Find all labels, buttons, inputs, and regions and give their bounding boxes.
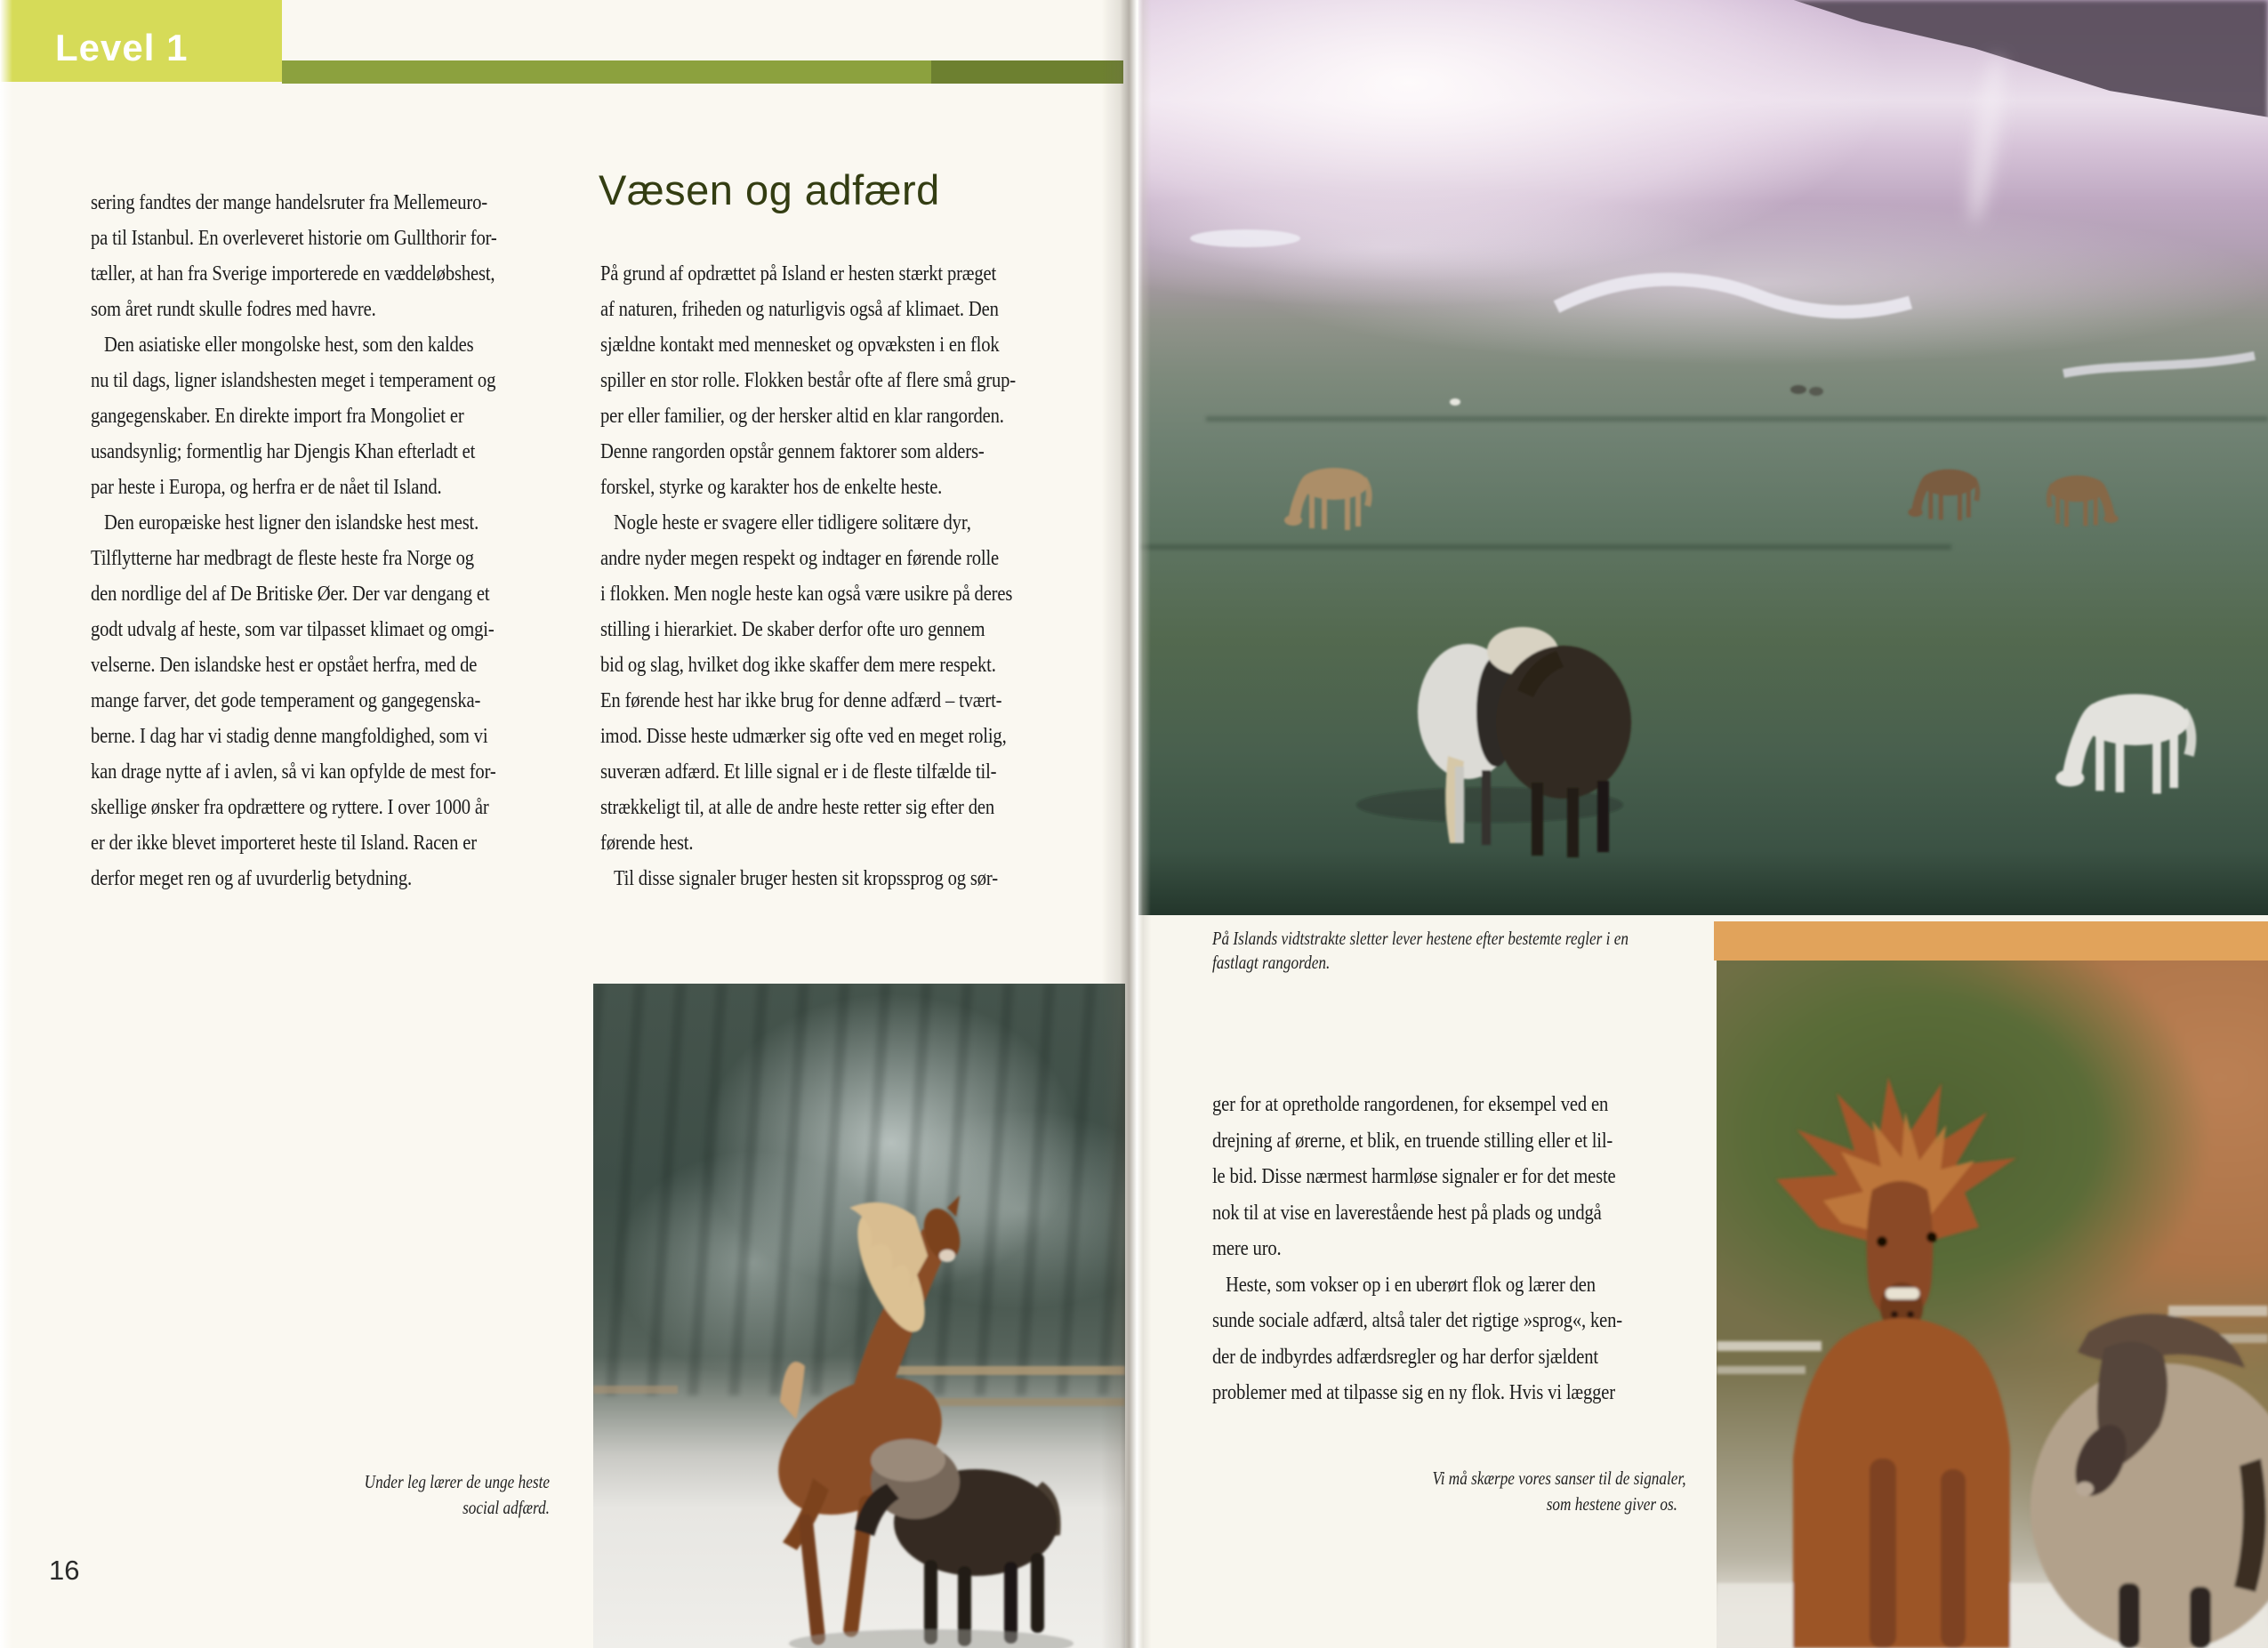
- page-number: 16: [49, 1555, 80, 1586]
- text-line: sunde sociale adfærd, altså taler det rigtige »sprog«, ken-: [1212, 1309, 1622, 1332]
- right-text-column: [1212, 1087, 1688, 1411]
- middle-text-column: [600, 256, 1068, 896]
- text-line: der de indbyrdes adfærdsregler og har derfor sjældent: [1212, 1345, 1598, 1369]
- dark-pony: [855, 1439, 1061, 1646]
- text-line: På Islands vidtstrakte sletter lever hestene efter bestemte regler i en: [1212, 928, 1629, 949]
- text-line: nok til at vise en laverestående hest på plads og undgå: [1212, 1201, 1602, 1225]
- text-line: spiller en stor rolle. Flokken består ofte af flere små grup-: [600, 369, 1016, 392]
- text-line: strækkeligt til, at alle de andre heste retter sig efter den: [600, 796, 995, 819]
- text-line: derfor meget ren og af uvurderlig betydning.: [91, 867, 412, 890]
- scan-edge: [0, 0, 12, 1648]
- text-line: andre nyder megen respekt og indtager en førende rolle: [600, 547, 1000, 570]
- level-label: Level 1: [55, 27, 189, 68]
- text-line: Den asiatiske eller mongolske hest, som den kaldes: [91, 334, 474, 357]
- text-line: Til disse signaler bruger hesten sit kropssprog og sør-: [600, 867, 998, 890]
- text-line: kan drage nytte af i avlen, så vi kan opfylde de mest for-: [91, 760, 496, 784]
- fence-rail: [1717, 1341, 1822, 1351]
- text-line: førende hest.: [600, 832, 694, 855]
- text-line: Nogle heste er svagere eller tidligere solitære dyr,: [600, 511, 971, 535]
- text-line: som året rundt skulle fodres med havre.: [91, 298, 376, 321]
- text-line: af naturen, friheden og naturligvis også af klimaet. Den: [600, 298, 999, 321]
- playing-horses-illustration: [593, 984, 1125, 1648]
- chestnut-horse: [1776, 1077, 2016, 1648]
- text-line: bid og slag, hvilket dog ikke skaffer dem mere respekt.: [600, 654, 996, 677]
- text-line: drejning af ørerne, et blik, en truende stilling eller et lil-: [1212, 1129, 1613, 1153]
- white-horse: [2055, 694, 2196, 793]
- text-line: social adfærd.: [462, 1497, 550, 1518]
- lake: [1190, 229, 1300, 247]
- text-line: suveræn adfærd. Et lille signal er i de fleste tilfælde til-: [600, 760, 997, 784]
- text-line: par heste i Europa, og herfra er de nået til Island.: [91, 476, 442, 499]
- text-line: Under leg lærer de unge heste: [364, 1471, 550, 1492]
- palomino-horse: [1284, 468, 1372, 530]
- page-left: [0, 0, 1130, 1648]
- text-line: mange farver, det gode temperament og gangegenska-: [91, 689, 481, 712]
- text-line: skellige ønsker fra opdrættere og ryttere. I over 1000 år: [91, 796, 489, 819]
- snow-shadow: [789, 1629, 1074, 1648]
- photo-two-horses-closeup: [1717, 961, 2268, 1648]
- text-line: forskel, styrke og karakter hos de enkelte heste.: [600, 476, 943, 499]
- text-line: fastlagt rangorden.: [1212, 952, 1331, 973]
- text-line: le bid. Disse nærmest harmløse signaler er for det meste: [1212, 1165, 1616, 1188]
- distant-horse: [1790, 385, 1806, 394]
- text-line: På grund af opdrættet på Island er hesten stærkt præget: [600, 262, 997, 285]
- photo-young-horses-playing: [593, 984, 1125, 1648]
- grey-dun-horse: [2031, 1314, 2268, 1648]
- text-line: per eller familier, og der hersker altid en klar rangorden.: [600, 405, 1004, 428]
- text-line: sjældne kontakt med mennesket og opvæksten i en flok: [600, 334, 1000, 357]
- text-line: i flokken. Men nogle heste kan også være usikre på deres: [600, 583, 1013, 606]
- distant-horse: [1809, 387, 1823, 396]
- text-line: stilling i hierarkiet. De skaber derfor ofte uro gennem: [600, 618, 985, 641]
- olive-bar-dark: [931, 60, 1123, 84]
- olive-bar-light: [282, 60, 931, 84]
- caption-landscape: [1212, 927, 1693, 975]
- text-line: En førende hest har ikke brug for denne adfærd – tvært-: [600, 689, 1002, 712]
- text-line: Den europæiske hest ligner den islandske hest mest.: [91, 511, 479, 535]
- photo-iceland-plain: [1138, 0, 2268, 915]
- text-line: den nordlige del af De Britiske Øer. Der var dengang et: [91, 583, 490, 606]
- horse-group: [1356, 627, 1631, 857]
- page-right: [1130, 0, 2268, 1648]
- fence-rail: [593, 1386, 678, 1394]
- text-line: Denne rangorden opstår gennem faktorer som alders-: [600, 440, 985, 463]
- text-line: velserne. Den islandske hest er opstået herfra, med de: [91, 654, 478, 677]
- text-line: sering fandtes der mange handelsruter fra Mellemeuro-: [91, 191, 487, 214]
- text-line: gangegenskaber. En direkte import fra Mongoliet er: [91, 405, 464, 428]
- orange-band: [1714, 921, 2268, 961]
- fence-rail: [1717, 1366, 1806, 1374]
- text-line: som hestene giver os.: [1546, 1493, 1677, 1515]
- text-line: ger for at opretholde rangordenen, for eksempel ved en: [1212, 1093, 1609, 1116]
- text-line: usandsynlig; formentlig har Djengis Khan efterladt et: [91, 440, 476, 463]
- fence-rail: [2168, 1306, 2268, 1316]
- text-line: er der ikke blevet importeret heste til Island. Racen er: [91, 832, 477, 855]
- text-line: berne. I dag har vi stadig denne mangfoldighed, som vi: [91, 725, 488, 748]
- grazing-horses-illustration: [1138, 0, 2268, 915]
- two-horses-illustration: [1717, 961, 2268, 1648]
- brown-horse: [1908, 470, 1980, 520]
- text-line: imod. Disse heste udmærker sig ofte ved en meget rolig,: [600, 725, 1007, 748]
- river-branch: [2063, 356, 2255, 374]
- caption-playing-horses: [318, 1469, 550, 1521]
- left-text-column: [91, 185, 554, 896]
- text-line: Vi må skærpe vores sanser til de signaler,: [1432, 1467, 1686, 1489]
- text-line: tæller, at han fra Sverige importerede en væddeløbshest,: [91, 262, 495, 285]
- text-line: Heste, som vokser op i en uberørt flok og lærer den: [1212, 1273, 1596, 1297]
- text-line: problemer med at tilpasse sig en ny flok. Hvis vi lægger: [1212, 1381, 1615, 1404]
- brown-horse: [2047, 476, 2119, 527]
- text-line: nu til dags, ligner islandshesten meget i temperament og: [91, 369, 496, 392]
- river: [1556, 279, 1910, 312]
- caption-signals: [1432, 1466, 1686, 1517]
- text-line: godt udvalg af heste, som var tilpasset klimaet og omgi-: [91, 618, 495, 641]
- sheep: [1450, 398, 1460, 406]
- text-line: pa til Istanbul. En overleveret historie om Gullthorir for-: [91, 227, 497, 250]
- text-line: mere uro.: [1212, 1237, 1282, 1260]
- fence-rail: [860, 1366, 1125, 1375]
- text-line: Tilflytterne har medbragt de fleste heste fra Norge og: [91, 547, 474, 570]
- section-heading: Væsen og adfærd: [599, 166, 940, 213]
